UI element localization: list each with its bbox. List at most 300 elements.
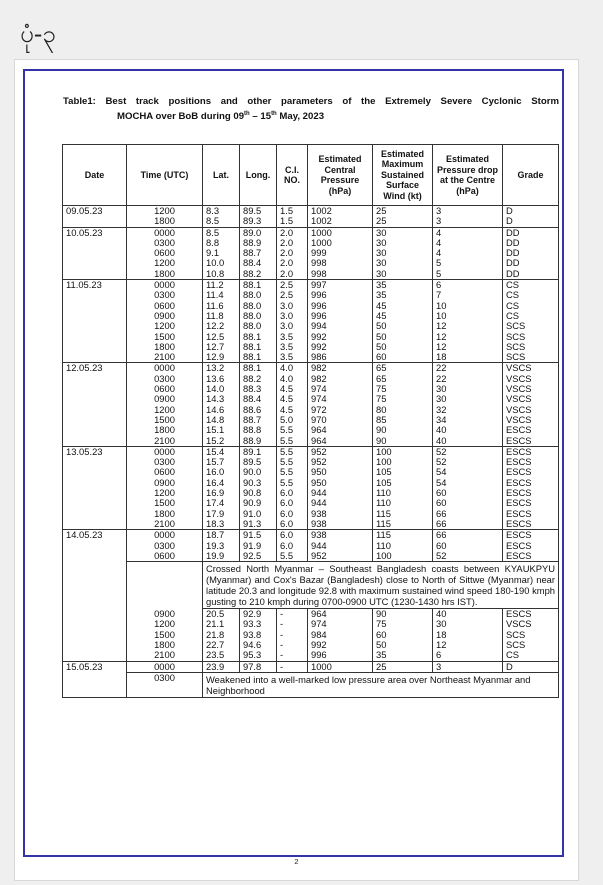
date-cell [63,374,127,384]
table-cell: 938 [308,509,373,519]
table-cell: 0300 [127,541,203,551]
table-cell: 6.0 [277,509,308,519]
table-cell: 11.4 [203,290,240,300]
table-row [63,415,559,425]
table-cell: 54 [433,467,503,477]
date-cell [63,551,127,562]
table-cell: 91.3 [240,519,277,530]
table-cell: D [503,661,559,672]
table-cell: 110 [373,541,433,551]
table-cell: 1200 [127,488,203,498]
table-cell: 994 [308,321,373,331]
date-cell [63,394,127,404]
table-cell: 972 [308,405,373,415]
table-cell: 4.0 [277,363,308,374]
date-cell [63,619,127,629]
table-cell: 34 [433,415,503,425]
table-cell: 90 [373,436,433,447]
table-cell: 75 [373,619,433,629]
table-row [63,206,559,217]
table-cell: 89.5 [240,457,277,467]
table-row [63,384,559,394]
table-cell: 996 [308,311,373,321]
date-cell [63,248,127,258]
table-row [63,258,559,268]
table-cell: 4 [433,227,503,238]
table-cell: 3 [433,206,503,217]
table-row [63,519,559,530]
table-cell: 0600 [127,301,203,311]
table-cell: 115 [373,530,433,541]
table-cell: 1000 [308,238,373,248]
table-cell: 88.0 [240,301,277,311]
table-cell: 0600 [127,248,203,258]
table-cell: 30 [373,248,433,258]
empty-cell [127,562,203,609]
table-cell: 996 [308,290,373,300]
table-cell: 91.5 [240,530,277,541]
header-row [63,145,559,206]
table-cell: DD [503,269,559,280]
title-line-2-post: May, 2023 [276,111,325,123]
table-cell: 12.7 [203,342,240,352]
table-cell: 8.5 [203,216,240,227]
table-cell: 4 [433,248,503,258]
page-label: ပုံ-၃ [20,20,56,48]
table-cell: VSCS [503,405,559,415]
table-cell: 35 [373,290,433,300]
table-cell: VSCS [503,363,559,374]
col-header: Lat. [203,145,240,206]
table-cell: 97.8 [240,661,277,672]
date-cell [63,478,127,488]
date-cell [63,519,127,530]
table-cell: 0300 [127,672,203,697]
table-cell: 30 [373,227,433,238]
title-sup-2: th [271,111,277,117]
table-cell: 10 [433,301,503,311]
table-cell: - [277,661,308,672]
table-cell: 4 [433,238,503,248]
table-cell: 115 [373,509,433,519]
table-row [63,509,559,519]
empty-cell [63,562,127,609]
table-cell: 6 [433,280,503,291]
table-cell: 2100 [127,436,203,447]
date-cell [63,352,127,363]
table-cell: 964 [308,425,373,435]
table-cell: 0600 [127,384,203,394]
table-cell: 3.5 [277,342,308,352]
table-cell: 10.8 [203,269,240,280]
table-row [63,457,559,467]
table-cell: 0300 [127,238,203,248]
table-cell: 3 [433,661,503,672]
table-cell: 90 [373,425,433,435]
date-cell [63,269,127,280]
table-cell: SCS [503,630,559,640]
table-cell: 996 [308,301,373,311]
table-cell: 2.5 [277,280,308,291]
table-row [63,301,559,311]
table-cell: 25 [373,216,433,227]
col-header: Grade [503,145,559,206]
table-cell: 950 [308,467,373,477]
table-cell: ESCS [503,541,559,551]
table-cell: 14.3 [203,394,240,404]
table-cell: 100 [373,551,433,562]
table-cell: 12 [433,640,503,650]
table-row [63,238,559,248]
date-cell: 10.05.23 [63,227,127,238]
date-cell [63,405,127,415]
table-cell: DD [503,227,559,238]
table-cell: 19.9 [203,551,240,562]
final-note-row [63,672,559,697]
table-cell: 11.6 [203,301,240,311]
table-cell: 1200 [127,321,203,331]
table-cell: ESCS [503,467,559,477]
table-cell: 0600 [127,467,203,477]
date-cell [63,238,127,248]
title-sup-1: th [244,111,250,117]
table-row [63,541,559,551]
table-cell: 12.9 [203,352,240,363]
table-cell: 2.0 [277,248,308,258]
table-cell: 50 [373,640,433,650]
table-row [63,436,559,447]
table-row [63,248,559,258]
table-cell: 974 [308,619,373,629]
table-row [63,425,559,435]
table-cell: 10.0 [203,258,240,268]
table-cell: ESCS [503,609,559,620]
table-cell: 66 [433,509,503,519]
table-cell: 0900 [127,478,203,488]
table-row [63,374,559,384]
table-cell: 88.8 [240,425,277,435]
table-cell: 998 [308,269,373,280]
table-cell: 40 [433,609,503,620]
table-cell: 1200 [127,619,203,629]
table-cell: DD [503,258,559,268]
table-cell: 5.5 [277,467,308,477]
date-cell [63,541,127,551]
table-row [63,609,559,620]
table-cell: 992 [308,640,373,650]
table-cell: 2.0 [277,238,308,248]
table-cell: 8.5 [203,227,240,238]
table-cell: 984 [308,630,373,640]
table-cell: 1800 [127,509,203,519]
table-cell: 12 [433,342,503,352]
table-title [63,96,559,123]
table-cell: 16.9 [203,488,240,498]
table-cell: 88.0 [240,321,277,331]
table-cell: 1200 [127,258,203,268]
date-cell: 11.05.23 [63,280,127,291]
final-note: Weakened into a well-marked low pressure area over Northeast Myanmar and Neighborhood [203,672,559,697]
table-cell: 60 [433,498,503,508]
table-cell: 1800 [127,342,203,352]
table-cell: 0900 [127,394,203,404]
table-cell: 1500 [127,332,203,342]
date-cell: 14.05.23 [63,530,127,541]
table-cell: 9.1 [203,248,240,258]
table-cell: 4.0 [277,374,308,384]
table-cell: 952 [308,551,373,562]
table-cell: 0300 [127,374,203,384]
table-cell: 89.0 [240,227,277,238]
table-row [63,269,559,280]
date-cell [63,321,127,331]
table-cell: 5.5 [277,446,308,457]
table-cell: 21.1 [203,619,240,629]
col-header: Date [63,145,127,206]
table-cell: 90.9 [240,498,277,508]
table-cell: 65 [373,374,433,384]
table-cell: 0300 [127,290,203,300]
date-cell [63,290,127,300]
table-cell: 60 [373,630,433,640]
table-cell: 91.9 [240,541,277,551]
table-cell: 50 [373,321,433,331]
date-cell [63,640,127,650]
date-cell [63,488,127,498]
table-cell: 2.0 [277,227,308,238]
table-cell: 1500 [127,415,203,425]
table-cell: 88.7 [240,248,277,258]
table-cell: 18 [433,352,503,363]
table-cell: 1002 [308,216,373,227]
table-row [63,619,559,629]
table-cell: 75 [373,384,433,394]
table-row [63,227,559,238]
table-cell: 11.8 [203,311,240,321]
table-cell: 50 [373,342,433,352]
table-cell: DD [503,238,559,248]
table-cell: 986 [308,352,373,363]
table-row [63,650,559,661]
table-cell: 6.0 [277,519,308,530]
table-cell: SCS [503,640,559,650]
table-cell: 92.9 [240,609,277,620]
table-row [63,394,559,404]
table-cell: 4.5 [277,384,308,394]
table-row [63,630,559,640]
date-cell [63,216,127,227]
table-cell: 30 [433,384,503,394]
table-cell: 1002 [308,206,373,217]
table-cell: ESCS [503,488,559,498]
table-cell: 35 [373,650,433,661]
table-cell: 14.8 [203,415,240,425]
table-cell: 992 [308,342,373,352]
landfall-note-row [63,562,559,609]
table-cell: 15.4 [203,446,240,457]
date-cell [63,425,127,435]
table-cell: 88.1 [240,332,277,342]
table-cell: 982 [308,374,373,384]
table-row [63,661,559,672]
empty-cell [63,672,127,697]
table-cell: 100 [373,457,433,467]
table-cell: 13.6 [203,374,240,384]
col-header: Estimated Maximum Sustained Surface Wind (kt) [373,145,433,206]
table-cell: 88.3 [240,384,277,394]
date-cell [63,342,127,352]
table-cell: 30 [433,394,503,404]
date-cell: 15.05.23 [63,661,127,672]
table-cell: 94.6 [240,640,277,650]
table-cell: 3.0 [277,321,308,331]
table-cell: 85 [373,415,433,425]
table-cell: 0000 [127,530,203,541]
table-cell: 998 [308,258,373,268]
table-cell: 88.0 [240,290,277,300]
table-cell: - [277,640,308,650]
title-line-2-mid: – 15 [249,111,272,123]
table-cell: 18.7 [203,530,240,541]
table-cell: 32 [433,405,503,415]
table-cell: CS [503,301,559,311]
table-cell: 40 [433,436,503,447]
table-cell: 938 [308,519,373,530]
table-cell: 23.5 [203,650,240,661]
table-cell: 964 [308,436,373,447]
table-row [63,342,559,352]
table-row [63,478,559,488]
table-row [63,321,559,331]
table-row [63,280,559,291]
table-cell: SCS [503,342,559,352]
table-row [63,551,559,562]
date-cell [63,258,127,268]
title-line-2 [63,108,559,123]
table-cell: 5.5 [277,436,308,447]
table-cell: ESCS [503,436,559,447]
table-cell: 2.0 [277,269,308,280]
title-line-1: Table1: Best track positions and other parameters of the Extremely Severe Cyclonic Storm [63,96,559,107]
table-cell: 88.9 [240,238,277,248]
table-cell: 16.0 [203,467,240,477]
date-cell [63,457,127,467]
table-cell: VSCS [503,374,559,384]
table-cell: 3 [433,216,503,227]
table-cell: 3.5 [277,332,308,342]
table-cell: 12.2 [203,321,240,331]
table-cell: 105 [373,478,433,488]
table-cell: 14.6 [203,405,240,415]
table-row [63,488,559,498]
title-line-2-pre: MOCHA over BoB during 09 [117,111,245,123]
table-cell: 15.7 [203,457,240,467]
table-cell: 18 [433,630,503,640]
table-cell: 2.0 [277,258,308,268]
page-number: 2 [294,857,299,866]
table-cell: 11.2 [203,280,240,291]
table-row [63,332,559,342]
table-cell: 75 [373,394,433,404]
date-cell: 09.05.23 [63,206,127,217]
table-cell: 944 [308,498,373,508]
date-cell [63,332,127,342]
table-row [63,311,559,321]
table-cell: 88.9 [240,436,277,447]
table-cell: CS [503,311,559,321]
table-cell: - [277,609,308,620]
table-cell: ESCS [503,457,559,467]
table-cell: 4.5 [277,394,308,404]
table-cell: 50 [373,332,433,342]
table-cell: SCS [503,332,559,342]
table-cell: 65 [373,363,433,374]
table-cell: 0900 [127,609,203,620]
table-cell: 110 [373,498,433,508]
table-cell: 970 [308,415,373,425]
col-header: Long. [240,145,277,206]
table-cell: 21.8 [203,630,240,640]
table-cell: D [503,206,559,217]
table-cell: 1.5 [277,216,308,227]
table-cell: 1800 [127,269,203,280]
table-cell: 20.5 [203,609,240,620]
table-cell: 88.2 [240,374,277,384]
table-cell: 1500 [127,630,203,640]
table-cell: 0000 [127,280,203,291]
table-cell: 2100 [127,519,203,530]
table-cell: 60 [433,488,503,498]
date-cell [63,498,127,508]
table-cell: 5.5 [277,551,308,562]
table-cell: 2100 [127,352,203,363]
table-cell: VSCS [503,415,559,425]
table-cell: 17.9 [203,509,240,519]
table-cell: 1200 [127,206,203,217]
table-row [63,352,559,363]
table-cell: 19.3 [203,541,240,551]
table-cell: 52 [433,551,503,562]
table-cell: 5.0 [277,415,308,425]
table-cell: 16.4 [203,478,240,488]
table-cell: 0600 [127,551,203,562]
table-cell: ESCS [503,498,559,508]
table-cell: 0000 [127,363,203,374]
col-header: Estimated Central Pressure (hPa) [308,145,373,206]
table-cell: 6.0 [277,541,308,551]
table-cell: 8.8 [203,238,240,248]
table-cell: 22.7 [203,640,240,650]
table-cell: 92.5 [240,551,277,562]
table-cell: 66 [433,519,503,530]
table-cell: 90 [373,609,433,620]
table-cell: 3.5 [277,352,308,363]
table-cell: 996 [308,650,373,661]
table-cell: - [277,630,308,640]
date-cell [63,509,127,519]
table-cell: 1500 [127,498,203,508]
table-cell: 1800 [127,216,203,227]
date-cell [63,415,127,425]
table-cell: 17.4 [203,498,240,508]
table-cell: 974 [308,384,373,394]
table-cell: 25 [373,206,433,217]
table-cell: 115 [373,519,433,530]
table-cell: 90.0 [240,467,277,477]
table-cell: 6.0 [277,530,308,541]
table-cell: CS [503,280,559,291]
table-cell: 60 [373,352,433,363]
